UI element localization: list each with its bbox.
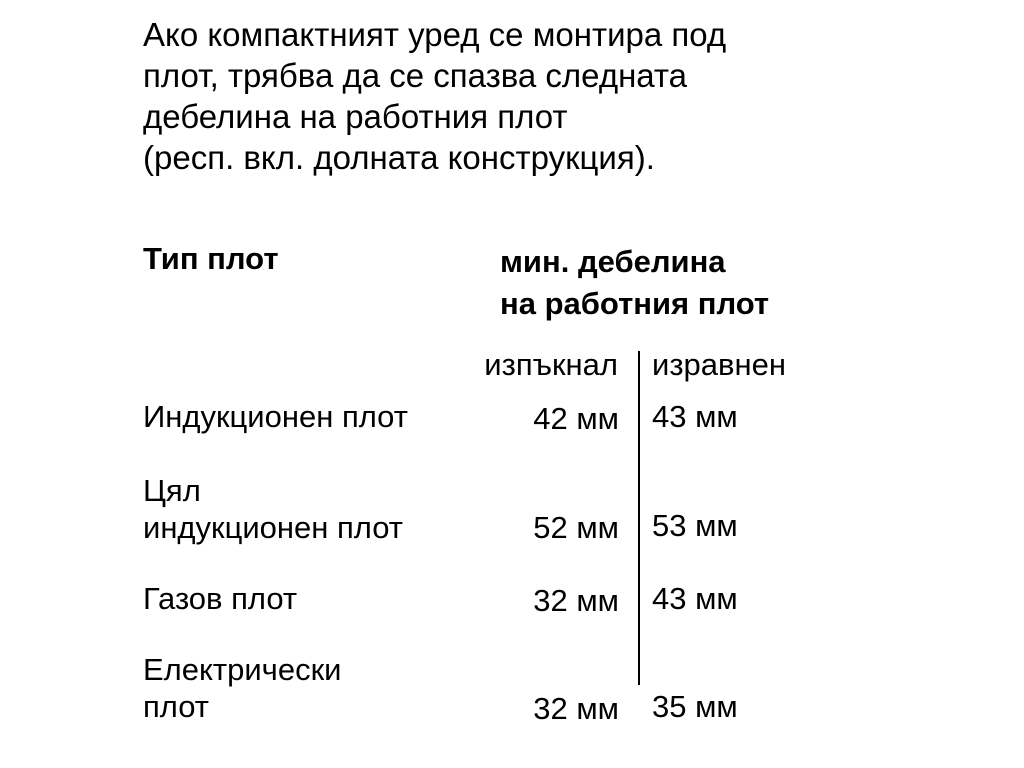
row-label-line: Газов плот xyxy=(143,581,298,616)
row-label-line: Цял xyxy=(143,473,201,508)
value-raised-electric: 32 мм xyxy=(533,691,619,726)
value-flush-electric: 35 мм xyxy=(652,689,738,724)
row-label-line: Индукционен плот xyxy=(143,399,408,434)
value-flush-full-induction: 53 мм xyxy=(652,508,738,543)
row-label-gas xyxy=(143,580,297,617)
row-label-induction xyxy=(143,398,408,435)
row-label-full-induction xyxy=(143,472,403,546)
row-label-electric xyxy=(143,651,341,725)
value-flush-induction: 43 мм xyxy=(652,399,738,434)
intro-line: дебелина на работния плот xyxy=(143,98,568,135)
header-min-line: на работния плот xyxy=(500,286,770,321)
row-label-line: индукционен плот xyxy=(143,510,403,545)
column-header-flush: изравнен xyxy=(652,347,786,382)
intro-line: плот, трябва да се спазва следната xyxy=(143,57,688,94)
value-flush-gas: 43 мм xyxy=(652,581,738,616)
intro-line: (респ. вкл. долната конструкция). xyxy=(143,139,655,176)
value-raised-gas: 32 мм xyxy=(533,583,619,618)
column-divider xyxy=(638,351,640,685)
intro-line: Ако компактният уред се монтира под xyxy=(143,16,727,53)
header-hob-type: Тип плот xyxy=(143,241,279,276)
header-min-thickness xyxy=(500,241,769,325)
header-min-line: мин. дебелина xyxy=(500,244,726,279)
value-raised-induction: 42 мм xyxy=(533,401,619,436)
row-label-line: плот xyxy=(143,689,209,724)
column-header-raised: изпъкнал xyxy=(484,347,618,382)
value-raised-full-induction: 52 мм xyxy=(533,510,619,545)
row-label-line: Електрически xyxy=(143,652,342,687)
intro-paragraph xyxy=(143,14,843,178)
